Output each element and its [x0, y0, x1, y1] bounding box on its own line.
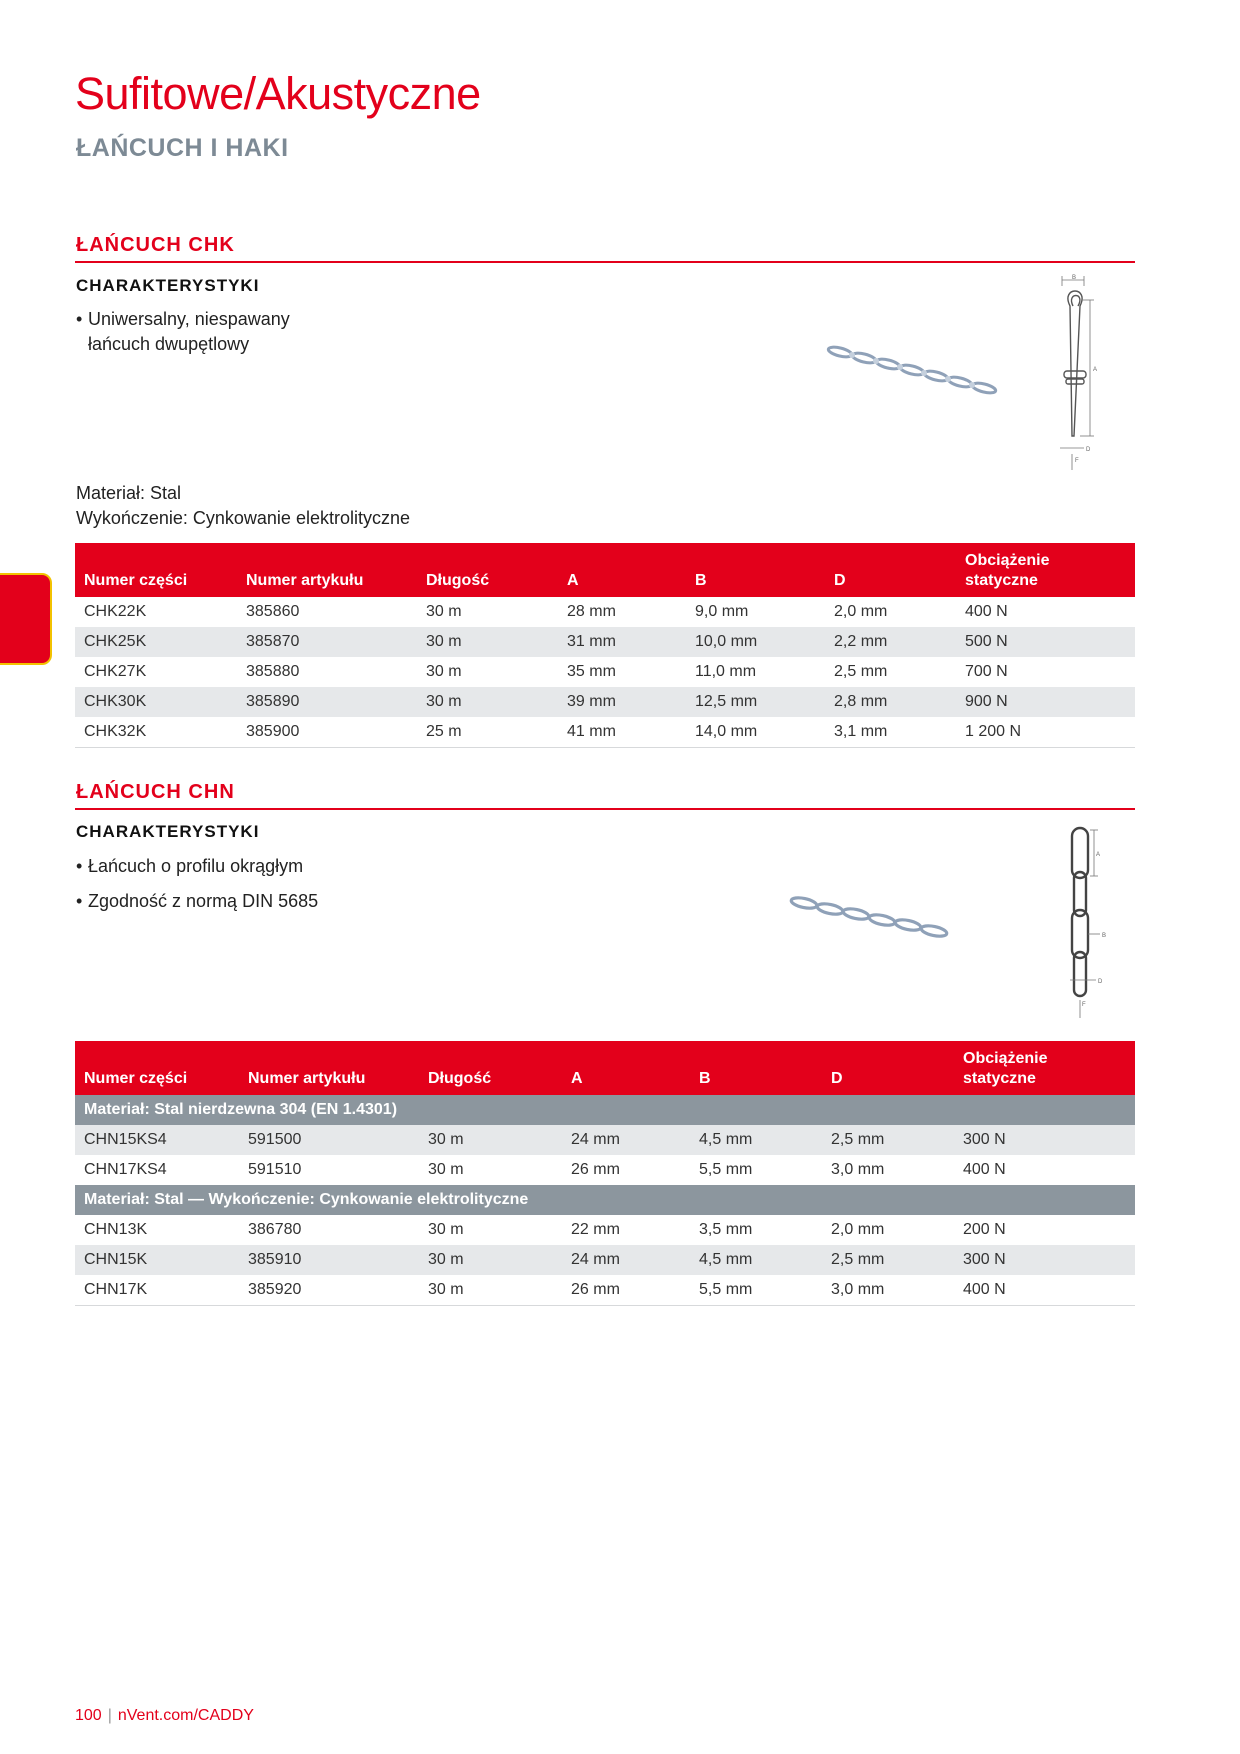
cell: 24 mm: [562, 1245, 690, 1275]
chn-dim-d-label: D: [1098, 979, 1103, 985]
cell: 41 mm: [558, 717, 686, 748]
col-header-part-number: Numer części: [75, 543, 237, 597]
material-group-label: Materiał: Stal nierdzewna 304 (EN 1.4301): [75, 1095, 1135, 1125]
cell: 4,5 mm: [690, 1125, 822, 1155]
cell: 200 N: [963, 1221, 1006, 1238]
cell: 4,5 mm: [690, 1245, 822, 1275]
table-row: [75, 1155, 1135, 1185]
col-header-part-number: Numer części: [75, 1041, 239, 1095]
chn-section-title: ŁAŃCUCH CHN: [76, 781, 235, 803]
cell: 385880: [246, 663, 300, 680]
cell: CHN17KS4: [84, 1161, 167, 1178]
chn-chain-image: [790, 895, 950, 945]
chn-dim-b-label: B: [1102, 933, 1107, 939]
cell: 2,5 mm: [822, 1125, 954, 1155]
cell: 400 N: [965, 603, 1008, 620]
cell: 400 N: [954, 1275, 1135, 1306]
cell: 39 mm: [558, 687, 686, 717]
col-header-static-load: Obciążenie statyczne: [956, 543, 1135, 597]
material-group-label: Materiał: Stal — Wykończenie: Cynkowanie elektrolityczne: [75, 1185, 1135, 1215]
chn-dim-a-label: A: [1096, 852, 1101, 858]
cell: 3,0 mm: [831, 1161, 885, 1178]
cell: 400 N: [963, 1161, 1006, 1178]
col-header-a: A: [558, 543, 686, 597]
chn-characteristics-heading: CHARAKTERYSTYKI: [76, 822, 260, 841]
chk-chain-image: [826, 340, 1006, 410]
cell: 386780: [248, 1221, 302, 1238]
cell: 2,2 mm: [825, 627, 956, 657]
table-row: [75, 657, 1135, 687]
cell: 2,0 mm: [834, 603, 888, 620]
col-header-length: Długość: [417, 543, 558, 597]
cell: 14,0 mm: [686, 717, 825, 748]
cell: 26 mm: [562, 1275, 690, 1306]
cell: CHK30K: [75, 687, 237, 717]
table-row: [75, 1215, 1135, 1245]
cell: 2,5 mm: [822, 1245, 954, 1275]
table-header-row: [75, 1041, 1135, 1095]
cell: 500 N: [956, 627, 1135, 657]
cell: 300 N: [954, 1245, 1135, 1275]
chk-section-title: ŁAŃCUCH CHK: [76, 234, 235, 256]
cell: 25 m: [417, 717, 558, 748]
bullet-dot-icon: •: [76, 856, 83, 876]
cell: 30 m: [426, 663, 462, 680]
cell: 30 m: [426, 603, 462, 620]
chn-bullet: • Łańcuch o profilu okrągłym: [76, 854, 303, 879]
material-group-row: [75, 1095, 1135, 1125]
chk-material: Materiał: Stal Wykończenie: Cynkowanie elektrolityczne: [76, 483, 410, 528]
col-header-article-number: Numer artykułu: [239, 1041, 419, 1095]
chk-bullet: • Uniwersalny, niespawany łańcuch dwupętlowy: [76, 309, 290, 354]
table-row: [75, 1125, 1135, 1155]
chn-dimension-drawing: [1060, 822, 1120, 1022]
cell: 28 mm: [567, 603, 616, 620]
cell: CHN15KS4: [75, 1125, 239, 1155]
cell: 5,5 mm: [699, 1161, 753, 1178]
cell: 3,0 mm: [822, 1275, 954, 1306]
col-header-b: B: [686, 543, 825, 597]
page-subtitle: ŁAŃCUCH I HAKI: [76, 134, 289, 162]
cell: 700 N: [965, 663, 1008, 680]
col-header-a: A: [562, 1041, 690, 1095]
cell: 900 N: [956, 687, 1135, 717]
cell: CHN17K: [75, 1275, 239, 1306]
chk-dim-b-label: B: [1072, 275, 1077, 281]
cell: 9,0 mm: [695, 603, 749, 620]
footer-site-link[interactable]: nVent.com/CADDY: [117, 1707, 254, 1724]
page-number: 100: [75, 1707, 102, 1724]
table-row: [75, 1245, 1135, 1275]
cell: 2,0 mm: [831, 1221, 885, 1238]
cell: 24 mm: [562, 1125, 690, 1155]
cell: 385910: [239, 1245, 419, 1275]
cell: 30 m: [428, 1221, 464, 1238]
chk-dim-d-label: D: [1086, 447, 1091, 453]
col-header-length: Długość: [419, 1041, 562, 1095]
cell: CHK22K: [84, 603, 147, 620]
footer-separator: |: [107, 1707, 112, 1724]
chk-section-rule: [75, 261, 1135, 263]
chk-spec-table: [75, 543, 1135, 748]
cell: 22 mm: [571, 1221, 620, 1238]
cell: CHN13K: [84, 1221, 148, 1238]
cell: CHK25K: [75, 627, 237, 657]
col-header-b: B: [690, 1041, 822, 1095]
cell: 1 200 N: [956, 717, 1135, 748]
cell: 385920: [239, 1275, 419, 1306]
chk-dimension-drawing: [1050, 276, 1120, 476]
cell: 5,5 mm: [690, 1275, 822, 1306]
cell: 591500: [239, 1125, 419, 1155]
page-title: Sufitowe/Akustyczne: [75, 68, 481, 119]
table-header-row: [75, 543, 1135, 597]
col-header-static-load: Obciążenie statyczne: [954, 1041, 1135, 1095]
table-row: [75, 687, 1135, 717]
cell: CHN15K: [75, 1245, 239, 1275]
cell: 30 m: [419, 1245, 562, 1275]
bullet-dot-icon: •: [76, 891, 83, 911]
page-footer: [75, 1707, 254, 1725]
chn-dim-f-label: F: [1082, 1002, 1086, 1008]
chn-spec-table: [75, 1041, 1135, 1306]
cell: 385860: [246, 603, 300, 620]
cell: 10,0 mm: [686, 627, 825, 657]
cell: CHK27K: [84, 663, 147, 680]
cell: 385900: [237, 717, 417, 748]
cell: 11,0 mm: [695, 663, 757, 680]
col-header-d: D: [825, 543, 956, 597]
cell: 2,5 mm: [834, 663, 888, 680]
chn-section-rule: [75, 808, 1135, 810]
table-row: [75, 597, 1135, 627]
cell: 385890: [237, 687, 417, 717]
cell: 31 mm: [558, 627, 686, 657]
chk-dim-a-label: A: [1093, 367, 1098, 373]
cell: CHK32K: [75, 717, 237, 748]
chk-dim-f-label: F: [1075, 458, 1079, 464]
cell: 2,8 mm: [825, 687, 956, 717]
cell: 3,5 mm: [699, 1221, 753, 1238]
table-row: [75, 1275, 1135, 1306]
cell: 30 m: [417, 627, 558, 657]
cell: 30 m: [417, 687, 558, 717]
col-header-d: D: [822, 1041, 954, 1095]
side-tab-marker: [0, 573, 52, 665]
table-row: [75, 717, 1135, 748]
cell: 30 m: [419, 1275, 562, 1306]
cell: 12,5 mm: [686, 687, 825, 717]
bullet-dot-icon: •: [76, 309, 83, 329]
cell: 3,1 mm: [825, 717, 956, 748]
cell: 591510: [248, 1161, 302, 1178]
cell: 300 N: [954, 1125, 1135, 1155]
cell: 30 m: [419, 1125, 562, 1155]
cell: 35 mm: [567, 663, 616, 680]
material-group-row: [75, 1185, 1135, 1215]
chn-bullet: • Zgodność z normą DIN 5685: [76, 889, 318, 914]
cell: 30 m: [428, 1161, 464, 1178]
chk-characteristics-heading: CHARAKTERYSTYKI: [76, 276, 260, 295]
col-header-article-number: Numer artykułu: [237, 543, 417, 597]
table-row: [75, 627, 1135, 657]
cell: 385870: [237, 627, 417, 657]
cell: 26 mm: [571, 1161, 620, 1178]
